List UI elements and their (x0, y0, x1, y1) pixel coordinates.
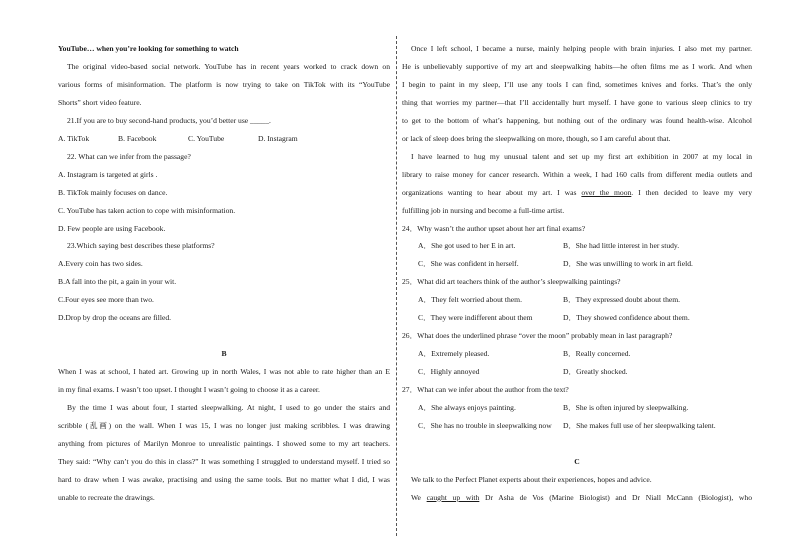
youtube-heading: YouTube… when you’re looking for something to watch (58, 44, 239, 53)
option: C．They were indifferent about them (418, 313, 533, 323)
passage-b-line: to get to the bottom of what’s happening, but nothing out of the ordinary was found health-wise. Alcohol (402, 115, 752, 125)
option: A. TikTok (58, 133, 90, 143)
option: A．Extremely pleased. (418, 349, 490, 359)
option: B. Facebook (118, 133, 157, 143)
passage-b-line: By the time I was about four, I started sleepwalking. At night, I used to go under the stairs and (67, 403, 390, 413)
option: B.A fall into the pit, a gain in your wit. (58, 277, 177, 287)
passage-c-line: We talk to the Perfect Planet experts about their experiences, hopes and advice. (411, 474, 652, 484)
option: C. YouTube (188, 133, 225, 143)
passage-b-line: Once I left school, I became a nurse, mainly helping people with brain injuries. I also met my partner. (411, 44, 752, 53)
underlined-phrase: over the moon (581, 187, 632, 197)
question-27: 27．What can we infer about the author from the text? (402, 385, 569, 395)
text-span: . I then decided to leave my very (631, 187, 753, 197)
option: C.Four eyes see more than two. (58, 295, 154, 305)
question-24: 24．Why wasn’t the author upset about her art final exams? (402, 223, 586, 233)
passage-b-line: I have learned to hug my unusual talent and set up my first art exhibition in 2007 at my local in (411, 151, 752, 161)
column-divider (396, 36, 397, 536)
option: D. Few people are using Facebook. (58, 223, 166, 233)
option: B．She had little interest in her study. (563, 241, 680, 251)
youtube-paragraph-line: various forms of misinformation. The platform is now trying to take on TikTok with its “YouTube (58, 79, 390, 89)
option: A．She always enjoys painting. (418, 403, 516, 413)
question-25-options-row (402, 309, 752, 327)
youtube-paragraph-line: Shorts” short video feature. (58, 97, 142, 107)
section-b-heading: B (221, 349, 227, 359)
youtube-paragraph-line: The original video-based social network. YouTube has in recent years worked to crack down on (67, 61, 390, 71)
underlined-phrase: caught up with (426, 492, 480, 502)
option: C. YouTube has taken action to cope with misinformation. (58, 205, 236, 215)
left-column (58, 40, 390, 507)
section-c-heading: C (574, 456, 580, 466)
option: D.Drop by drop the oceans are filled. (58, 313, 172, 323)
passage-b-line: or lack of sleep does bring the sleepwalking on more, though, so I am careful about that. (402, 133, 671, 143)
question-27-options-row (402, 399, 752, 417)
passage-b-line: anything from pictures of Marilyn Monroe to unrealistic paintings. I showed some to my art teachers. (58, 438, 390, 448)
passage-b-line: fulfilling job in nursing and become a full-time artist. (402, 205, 565, 215)
question-27-options-row (402, 417, 752, 435)
question-26-options-row (402, 345, 752, 363)
option: D．She was unwilling to work in art field. (563, 259, 693, 269)
text-span: organizations wanting to hear about my art. I was (402, 187, 577, 197)
question-25-options-row (402, 291, 752, 309)
option: C．She was confident in herself. (418, 259, 519, 269)
question-24-options-row (402, 237, 752, 255)
passage-c-line-with-underline (402, 489, 752, 507)
question-26: 26．What does the underlined phrase “over the moon” probably mean in last paragraph? (402, 331, 673, 341)
passage-b-line: in my final exams. I wasn’t too upset. I thought I wasn’t going to choose it as a career. (58, 385, 320, 395)
right-column (402, 40, 752, 507)
option: D．They showed confidence about them. (563, 313, 690, 323)
question-21: 21.If you are to buy second-hand products, you’d better use _____. (67, 115, 271, 125)
passage-b-line: scribble (乱画) on the wall. When I was 15, I was no longer just making scribbles. I was drawing (58, 421, 390, 430)
option: A．They felt worried about them. (418, 295, 522, 305)
passage-b-line: thing that worries my partner—that I’ll accidentally hurt myself. I have gone to various sleep clinics to try (402, 97, 752, 107)
question-23: 23.Which saying best describes these platforms? (67, 241, 215, 251)
option: B．She is often injured by sleepwalking. (563, 403, 689, 413)
passage-b-line: hard to draw when I was awake, practising and using the same tools. But no matter what I did, I was (58, 474, 390, 484)
option: A. Instagram is targeted at girls . (58, 169, 158, 179)
option: A.Every coin has two sides. (58, 259, 143, 269)
passage-b-line: He is unbelievably supportive of my art and sleepwalking habits—he often films me as I work. And when (402, 61, 752, 71)
text-span: Dr Asha de Vos (Marine Biologist) and Dr Niall McCann (Biologist), who (485, 492, 752, 502)
question-22: 22. What can we infer from the passage? (67, 151, 191, 161)
passage-b-line: When I was at school, I hated art. Growing up in north Wales, I was not able to rate higher than an E (58, 367, 390, 377)
question-24-options-row (402, 255, 752, 273)
option: D．Greatly shocked. (563, 367, 628, 377)
question-25: 25．What did art teachers think of the author’s sleepwalking paintings? (402, 277, 621, 287)
option: D．She makes full use of her sleepwalking talent. (563, 421, 716, 431)
passage-b-line: library to raise money for cancer research. Within a week, I had 160 calls from different media outlets and (402, 169, 752, 179)
option: B．Really concerned. (563, 349, 631, 359)
question-26-options-row (402, 363, 752, 381)
passage-b-line: unable to recreate the drawings. (58, 492, 155, 502)
option: C．She has no trouble in sleepwalking now (418, 421, 552, 431)
option: C．Highly annoyed (418, 367, 480, 377)
option: D. Instagram (258, 133, 298, 143)
passage-b-line-with-underline (402, 184, 752, 202)
passage-b-line: They said: “Why can’t you do this in class?” It was something I struggled to understand myself. I tried so (58, 456, 390, 466)
option: B. TikTok mainly focuses on dance. (58, 187, 168, 197)
question-21-options (58, 130, 390, 148)
text-span: We (411, 492, 421, 502)
passage-b-line: I begin to paint in my sleep, I’ll use any tools I can find, sometimes knives and forks. That’s the only (402, 79, 752, 89)
option: B．They expressed doubt about them. (563, 295, 681, 305)
option: A．She got used to her E in art. (418, 241, 516, 251)
